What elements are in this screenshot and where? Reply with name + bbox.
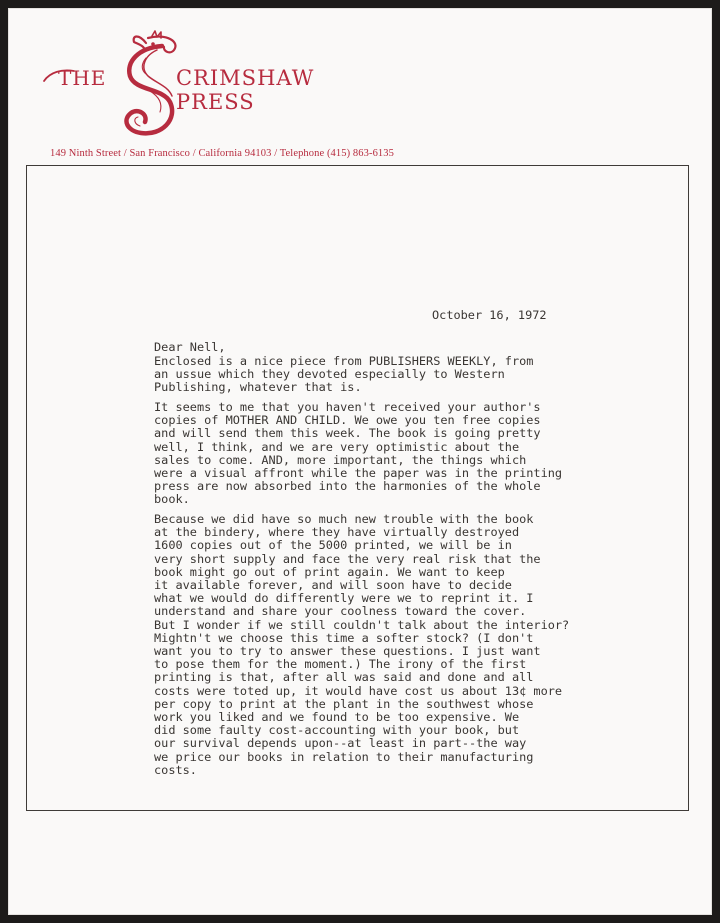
letter-paragraph: Because we did have so much new trouble with the book at the bindery, where they have virtually destroyed 1600 copies out of the 5000 printed, we will be in very short supply and face the very real risk that the book might go out of print again. We want to keep it available forever, and will soon have to decide what we would do differently were we to reprint it. I understand and share your coolness toward the cover. But I wonder if we still couldn't talk about the interior? Mightn't we choose this time a softer stock? (I don't want you to try to answer these questions. I just want to pose them for the moment.) The irony of the first printing is that, after all was said and done and all costs were toted up, it would have cost us about 13¢ more per copy to print at the plant in the southwest whose work you liked and we found to be too expensive. We did some faulty cost-accounting with your book, but our survival depends upon--at least in part--the way we price our books in relation to their manufacturing costs. [154, 512, 570, 777]
seahorse-s-monogram-icon [126, 31, 175, 133]
letter-paragraph: Enclosed is a nice piece from PUBLISHERS WEEKLY, from an ussue which they devoted especially to Western Publishing, whatever that is. [154, 354, 534, 395]
logo-word-crimshaw: CRIMSHAW [176, 66, 315, 90]
logo-word-press: PRESS [176, 90, 255, 114]
letter-page [8, 8, 712, 915]
letter-date: October 16, 1972 [432, 308, 547, 322]
letter-salutation: Dear Nell, [154, 340, 226, 354]
letter-paragraph: It seems to me that you haven't received your author's copies of MOTHER AND CHILD. We owe you ten free copies and will send them this week. The book is going pretty well, I think, and we are very optimistic about the sales to come. AND, more important, the things which were a visual affront while the paper was in the printing press are now absorbed into the harmonies of the whole book. [154, 400, 563, 507]
scrimshaw-press-logo [30, 28, 370, 146]
logo-word-the: THE [58, 66, 107, 90]
letterhead-address: 149 Ninth Street / San Francisco / California 94103 / Telephone (415) 863-6135 [50, 148, 394, 159]
